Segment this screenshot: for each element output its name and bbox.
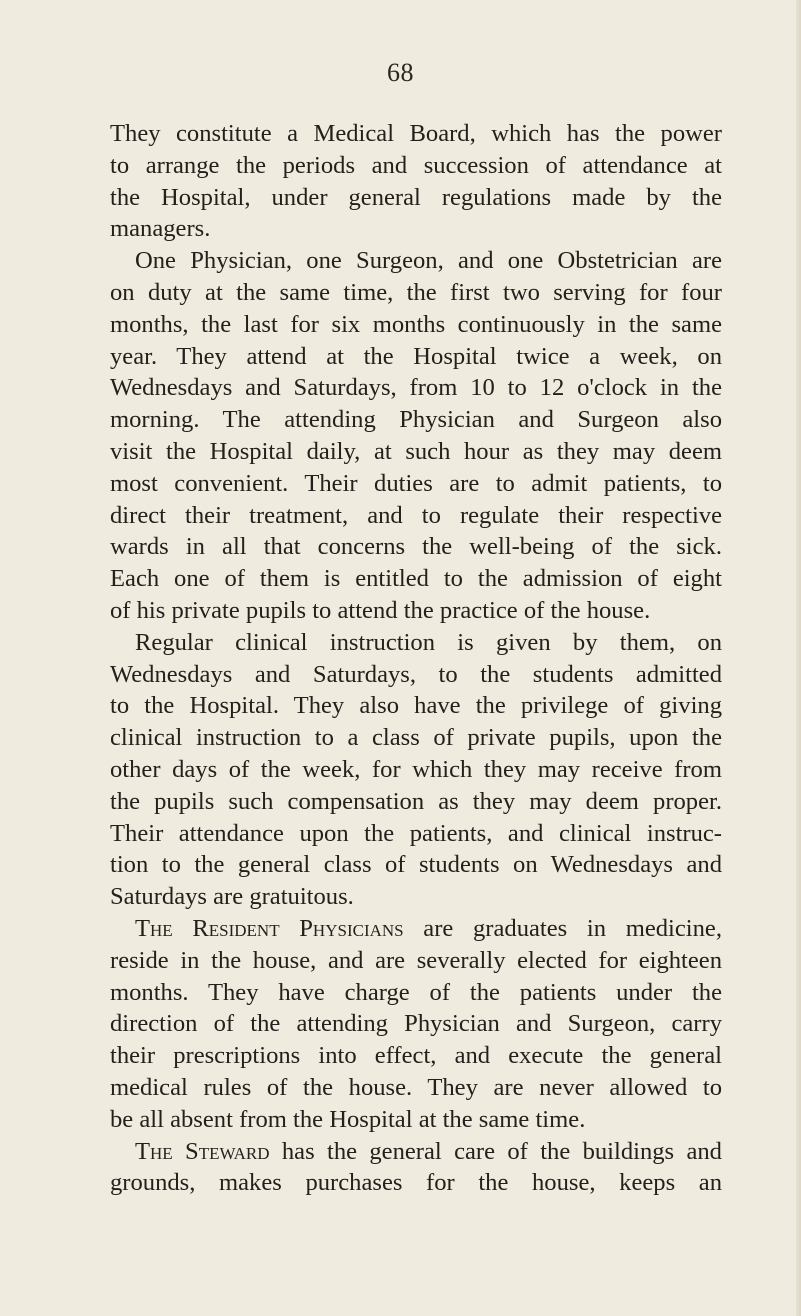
text-line: Saturdays are gratuitous. [110, 883, 354, 911]
text-line: months. They have charge of the patients under the [110, 978, 722, 1006]
text-line: other days of the week, for which they may receive from [110, 755, 722, 783]
page-number: 68 [387, 58, 414, 87]
text-line: reside in the house, and are severally elected for eighteen [110, 946, 722, 974]
text-fragment: has the general care of the buildings and [281, 1137, 722, 1165]
text-line: Regular clinical instruction is given by them, on [135, 628, 722, 656]
text-fragment: are graduates in medicine, [423, 914, 722, 942]
text-line: Wednesdays and Saturdays, to the students admitted [110, 660, 722, 688]
text-line: grounds, makes purchases for the house, keeps an [110, 1169, 722, 1197]
page-edge [796, 0, 801, 1316]
text-line: the Hospital, under general regulations made by the [110, 183, 722, 211]
text-line: visit the Hospital daily, at such hour as they may deem [110, 437, 722, 465]
text-line: Their attendance upon the patients, and clinical instruc- [110, 819, 722, 847]
text-line: to arrange the periods and succession of attendance at [110, 151, 722, 179]
text-line: tion to the general class of students on Wednesdays and [110, 851, 722, 879]
text-line: clinical instruction to a class of private pupils, upon the [110, 724, 722, 752]
text-line: managers. [110, 215, 211, 243]
text-line: to the Hospital. They also have the privilege of giving [110, 692, 722, 720]
body-text [110, 118, 722, 1199]
text-line: direct their treatment, and to regulate their respective [110, 501, 722, 529]
text-line: of his private pupils to attend the practice of the house. [110, 596, 651, 624]
text-line: be all absent from the Hospital at the same time. [110, 1105, 586, 1133]
text-line: wards in all that concerns the well-being of the sick. [110, 533, 722, 561]
text-line: medical rules of the house. They are never allowed to [110, 1073, 722, 1101]
text-line [110, 913, 722, 945]
text-line: most convenient. Their duties are to admit patients, to [110, 469, 722, 497]
text-line [110, 1136, 722, 1168]
text-line: morning. The attending Physician and Surgeon also [110, 406, 722, 434]
heading-steward: The Steward [135, 1137, 270, 1165]
text-line: One Physician, one Surgeon, and one Obstetrician are [135, 247, 722, 275]
text-line: Each one of them is entitled to the admission of eight [110, 565, 722, 593]
text-line: their prescriptions into effect, and execute the general [110, 1042, 722, 1070]
heading-resident-physicians: The Resident Physicians [135, 914, 404, 942]
text-line: the pupils such compensation as they may deem proper. [110, 787, 722, 815]
text-line: year. They attend at the Hospital twice a week, on [110, 342, 722, 370]
text-line: direction of the attending Physician and Surgeon, carry [110, 1010, 722, 1038]
text-line: They constitute a Medical Board, which has the power [110, 120, 722, 147]
text-line: Wednesdays and Saturdays, from 10 to 12 o'clock in the [110, 374, 722, 402]
text-line: months, the last for six months continuously in the same [110, 310, 722, 338]
text-line: on duty at the same time, the first two serving for four [110, 278, 722, 306]
